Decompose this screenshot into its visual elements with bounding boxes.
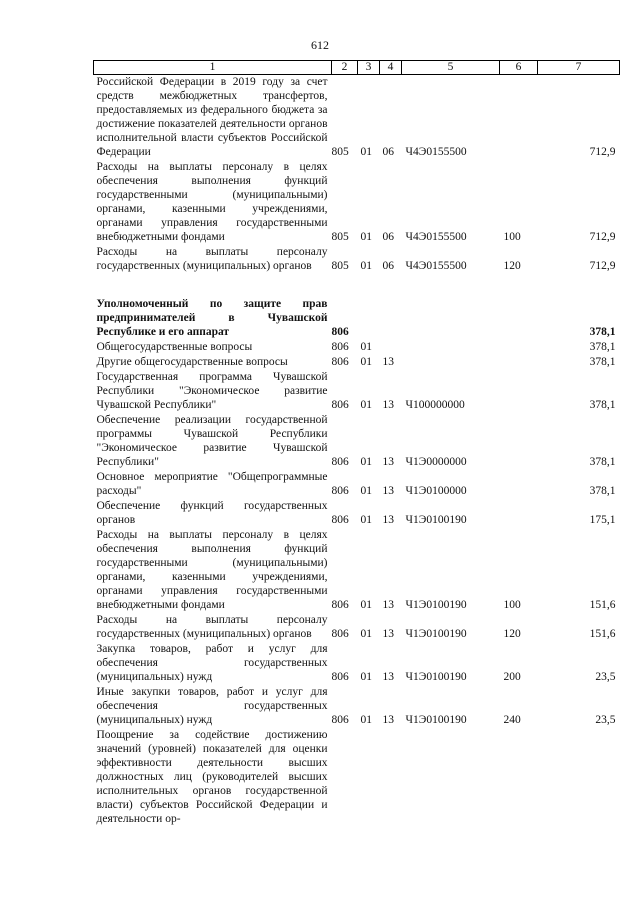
amount: 378,1 xyxy=(589,326,616,338)
amount: 23,5 xyxy=(595,714,616,726)
amount: 151,6 xyxy=(589,628,616,640)
expense-type-code xyxy=(500,499,538,528)
amount: 151,6 xyxy=(589,599,616,611)
table-row xyxy=(94,528,620,613)
target-article-code xyxy=(402,728,500,827)
amount: 378,1 xyxy=(589,399,616,411)
table-row xyxy=(94,613,620,642)
subsection-code: 13 xyxy=(382,356,394,368)
expense-type-code: 100 xyxy=(503,599,521,611)
expense-type-code: 120 xyxy=(503,628,521,640)
target-article-code: Ч1Э0100190 xyxy=(405,671,467,683)
section-code: 01 xyxy=(360,231,372,243)
target-article-code xyxy=(402,297,500,340)
ministry-code: 806 xyxy=(331,326,349,338)
row-name: Другие общегосударственные вопросы xyxy=(96,356,288,368)
table-row xyxy=(94,685,620,728)
expense-type-code xyxy=(500,297,538,340)
row-name: Обеспечение реализации государственной программы Чувашской Республики "Экономическое развитие Чувашской Республики" xyxy=(96,414,328,468)
subsection-code: 06 xyxy=(382,146,394,158)
target-article-code: Ч4Э0155500 xyxy=(405,231,467,243)
table-row-section-heading xyxy=(94,297,620,340)
column-number-4: 4 xyxy=(380,61,402,75)
expense-type-code xyxy=(500,470,538,499)
expense-type-code xyxy=(500,728,538,827)
row-name: Расходы на выплаты персоналу государственных (муниципальных) органов xyxy=(96,246,328,272)
row-name: Обеспечение функций государственных органов xyxy=(96,500,328,526)
ministry-code: 806 xyxy=(331,456,349,468)
target-article-code: Ч1Э0100190 xyxy=(405,714,467,726)
expense-type-code: 240 xyxy=(503,714,521,726)
target-article-code: Ч4Э0155500 xyxy=(405,146,467,158)
table-row xyxy=(94,75,620,161)
expense-type-code xyxy=(500,370,538,413)
subsection-code: 13 xyxy=(382,714,394,726)
subsection-code: 13 xyxy=(382,399,394,411)
subsection-code: 06 xyxy=(382,260,394,272)
amount: 712,9 xyxy=(589,231,616,243)
target-article-code xyxy=(402,355,500,370)
ministry-code: 806 xyxy=(331,356,349,368)
table-row xyxy=(94,499,620,528)
column-number-1: 1 xyxy=(94,61,332,75)
expense-type-code: 200 xyxy=(503,671,521,683)
subsection-code: 13 xyxy=(382,485,394,497)
target-article-code: Ч1Э0000000 xyxy=(405,456,467,468)
column-number-5: 5 xyxy=(402,61,500,75)
row-name: Поощрение за содействие достижению значений (уровней) показателей для оценки эффективности деятельности высших должностных лиц (руководителей высших исполнительных органов государственной власти) субъектов Российской Федерации и деятельности ор- xyxy=(96,729,328,825)
ministry-code: 806 xyxy=(331,341,349,353)
expense-type-code: 120 xyxy=(503,260,521,272)
subsection-code: 13 xyxy=(382,599,394,611)
section-code: 01 xyxy=(360,341,372,353)
table-row xyxy=(94,370,620,413)
table-row xyxy=(94,355,620,370)
column-number-3: 3 xyxy=(358,61,380,75)
expense-type-code xyxy=(500,340,538,355)
column-number-2: 2 xyxy=(332,61,358,75)
section-code: 01 xyxy=(360,356,372,368)
spacer-cell xyxy=(94,274,620,297)
expense-type-code xyxy=(500,355,538,370)
row-name: Расходы на выплаты персоналу в целях обеспечения выполнения функций государственными (муниципальными) органами, казенными учреждениями, органами управления государственными внебюджетными фондами xyxy=(96,529,328,611)
table-row xyxy=(94,470,620,499)
subsection-code: 06 xyxy=(382,231,394,243)
target-article-code: Ч1Э0100190 xyxy=(405,599,467,611)
target-article-code xyxy=(402,340,500,355)
subsection-code xyxy=(380,340,402,355)
target-article-code: Ч1Э0100000 xyxy=(405,485,467,497)
subsection-code: 13 xyxy=(382,671,394,683)
section-code: 01 xyxy=(360,714,372,726)
ministry-code: 806 xyxy=(331,628,349,640)
subsection-code xyxy=(380,728,402,827)
spacer-row xyxy=(94,274,620,297)
row-name: Основное мероприятие "Общепрограммные расходы" xyxy=(96,471,328,497)
section-code: 01 xyxy=(360,599,372,611)
column-number-6: 6 xyxy=(500,61,538,75)
section-code xyxy=(358,728,380,827)
amount: 378,1 xyxy=(589,356,616,368)
ministry-code xyxy=(332,728,358,827)
row-name: Уполномоченный по защите прав предпринимателей в Чувашской Республике и его аппарат xyxy=(96,298,328,338)
ministry-code: 805 xyxy=(331,231,349,243)
section-code: 01 xyxy=(360,628,372,640)
section-code: 01 xyxy=(360,260,372,272)
table-row xyxy=(94,413,620,470)
row-name: Общегосударственные вопросы xyxy=(96,341,253,353)
row-name: Российской Федерации в 2019 году за счет средств межбюджетных трансфертов, предоставляемых из федерального бюджета за достижение показателей деятельности органов исполнительной власти субъектов Российской Федерации xyxy=(96,76,328,158)
ministry-code: 805 xyxy=(331,146,349,158)
expense-type-code xyxy=(500,75,538,161)
subsection-code: 13 xyxy=(382,628,394,640)
amount: 23,5 xyxy=(595,671,616,683)
subsection-code xyxy=(380,297,402,340)
row-name: Расходы на выплаты персоналу в целях обеспечения выполнения функций государственными (муниципальными) органами, казенными учреждениями, органами управления государственными внебюджетными фондами xyxy=(96,161,328,243)
table-row xyxy=(94,728,620,827)
page-number: 612 xyxy=(311,38,329,52)
table-row xyxy=(94,340,620,355)
amount: 378,1 xyxy=(589,456,616,468)
target-article-code: Ч4Э0155500 xyxy=(405,260,467,272)
target-article-code: Ч1Э0100190 xyxy=(405,628,467,640)
row-name: Государственная программа Чувашской Республики "Экономическое развитие Чувашской Республики" xyxy=(96,371,328,411)
section-code: 01 xyxy=(360,671,372,683)
budget-table xyxy=(93,60,620,827)
section-code: 01 xyxy=(360,456,372,468)
expense-type-code: 100 xyxy=(503,231,521,243)
ministry-code: 806 xyxy=(331,599,349,611)
column-number-7: 7 xyxy=(538,61,620,75)
amount xyxy=(538,728,620,827)
ministry-code: 805 xyxy=(331,260,349,272)
subsection-code: 13 xyxy=(382,514,394,526)
amount: 712,9 xyxy=(589,260,616,272)
amount: 175,1 xyxy=(589,514,616,526)
ministry-code: 806 xyxy=(331,671,349,683)
table-row xyxy=(94,642,620,685)
column-number-header-row xyxy=(94,61,620,75)
expense-type-code xyxy=(500,413,538,470)
ministry-code: 806 xyxy=(331,514,349,526)
row-name: Закупка товаров, работ и услуг для обеспечения государственных (муниципальных) нужд xyxy=(96,643,328,683)
target-article-code: Ч100000000 xyxy=(405,399,465,411)
table-row xyxy=(94,160,620,245)
ministry-code: 806 xyxy=(331,399,349,411)
subsection-code: 13 xyxy=(382,456,394,468)
amount: 378,1 xyxy=(589,341,616,353)
target-article-code: Ч1Э0100190 xyxy=(405,514,467,526)
section-code: 01 xyxy=(360,514,372,526)
section-code xyxy=(358,297,380,340)
ministry-code: 806 xyxy=(331,714,349,726)
ministry-code: 806 xyxy=(331,485,349,497)
section-code: 01 xyxy=(360,146,372,158)
row-name: Иные закупки товаров, работ и услуг для обеспечения государственных (муниципальных) нужд xyxy=(96,686,328,726)
row-name: Расходы на выплаты персоналу государственных (муниципальных) органов xyxy=(96,614,328,640)
section-code: 01 xyxy=(360,485,372,497)
section-code: 01 xyxy=(360,399,372,411)
amount: 712,9 xyxy=(589,146,616,158)
amount: 378,1 xyxy=(589,485,616,497)
table-row xyxy=(94,245,620,274)
